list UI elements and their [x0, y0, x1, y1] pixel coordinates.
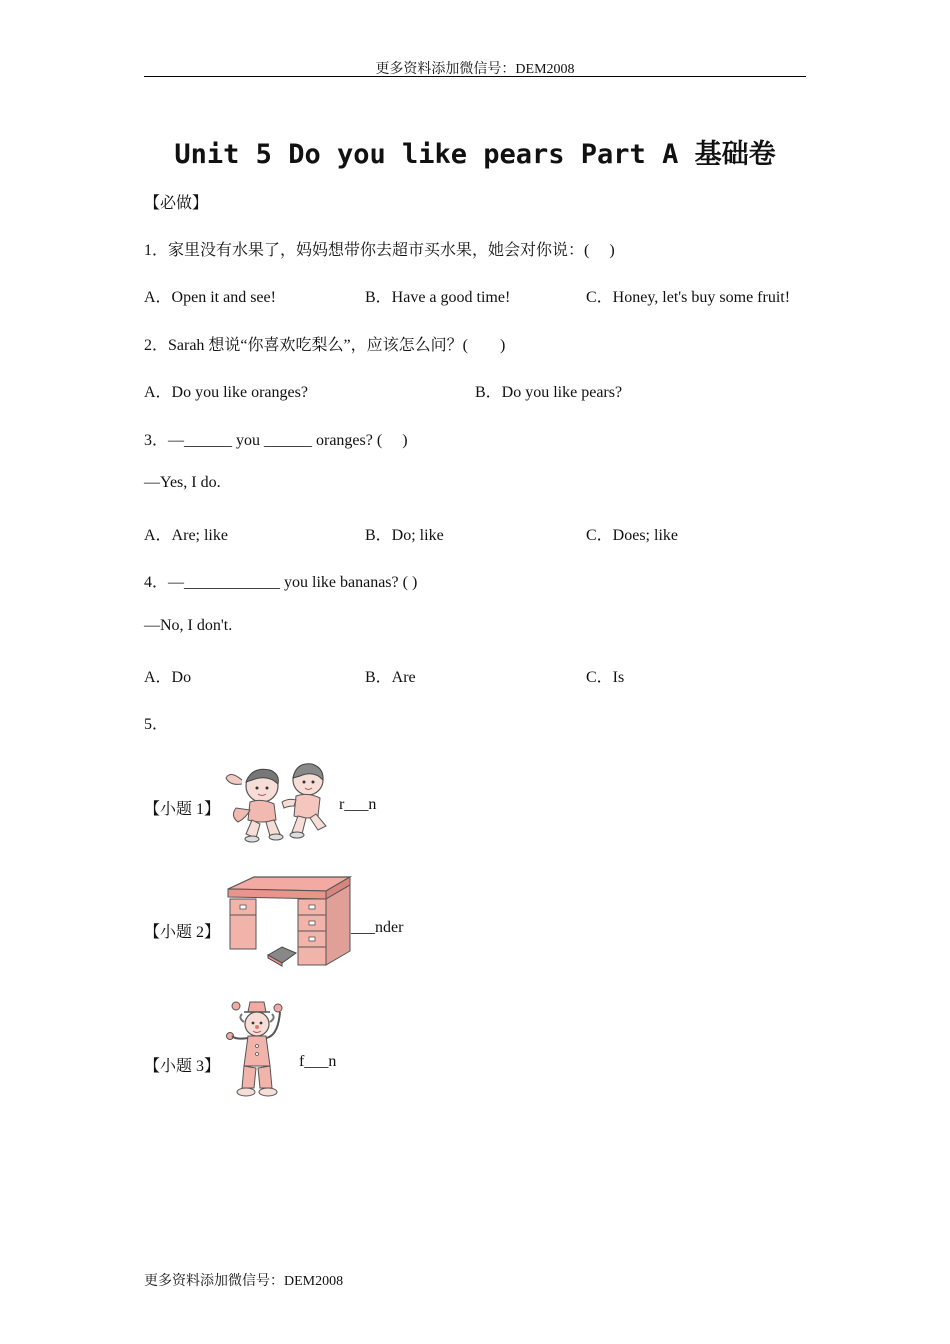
header-rule [144, 76, 806, 77]
section-label: 【必做】 [144, 195, 209, 212]
q4-answer-line: —No, I don't. [144, 617, 233, 634]
page-footer: 更多资料添加微信号：DEM2008 [144, 1274, 344, 1289]
q4-stem: 4．—____________ you like bananas? ( ) [144, 574, 418, 591]
q3-option-a: A．Are; like [144, 527, 228, 544]
q5-item-2-blank: ___nder [351, 919, 404, 936]
page-title: Unit 5 Do you like pears Part A 基础卷 [174, 139, 776, 170]
desk-picture [222, 875, 352, 969]
q3-option-b: B．Do; like [365, 527, 444, 544]
q1-stem: 1．家里没有水果了，妈妈想带你去超市买水果，她会对你说：( ) [144, 242, 615, 259]
running-children-picture [222, 758, 332, 844]
q5-item-1-label: 【小题 1】 [144, 801, 221, 818]
q5-item-3-label: 【小题 3】 [144, 1058, 221, 1075]
clown-picture [222, 996, 292, 1102]
q5-item-1-blank: r___n [339, 796, 377, 813]
page-header: 更多资料添加微信号：DEM2008 [375, 62, 575, 77]
q1-option-c: C．Honey, let's buy some fruit! [586, 289, 791, 306]
q1-option-b: B．Have a good time! [365, 289, 511, 306]
q4-option-b: B．Are [365, 669, 416, 686]
q3-stem: 3．—______ you ______ oranges? ( ) [144, 432, 408, 449]
q3-answer-line: —Yes, I do. [144, 474, 221, 491]
q4-option-a: A．Do [144, 669, 192, 686]
q2-option-b: B．Do you like pears? [475, 384, 623, 401]
q5-number: 5． [144, 716, 169, 733]
q4-option-c: C．Is [586, 669, 625, 686]
q1-option-a: A．Open it and see! [144, 289, 276, 306]
q2-option-a: A．Do you like oranges? [144, 384, 308, 401]
q5-item-2-label: 【小题 2】 [144, 924, 221, 941]
q5-item-3-blank: f___n [299, 1053, 337, 1070]
q3-option-c: C．Does; like [586, 527, 678, 544]
q2-stem: 2．Sarah 想说“你喜欢吃梨么”，应该怎么问？( ) [144, 337, 506, 354]
